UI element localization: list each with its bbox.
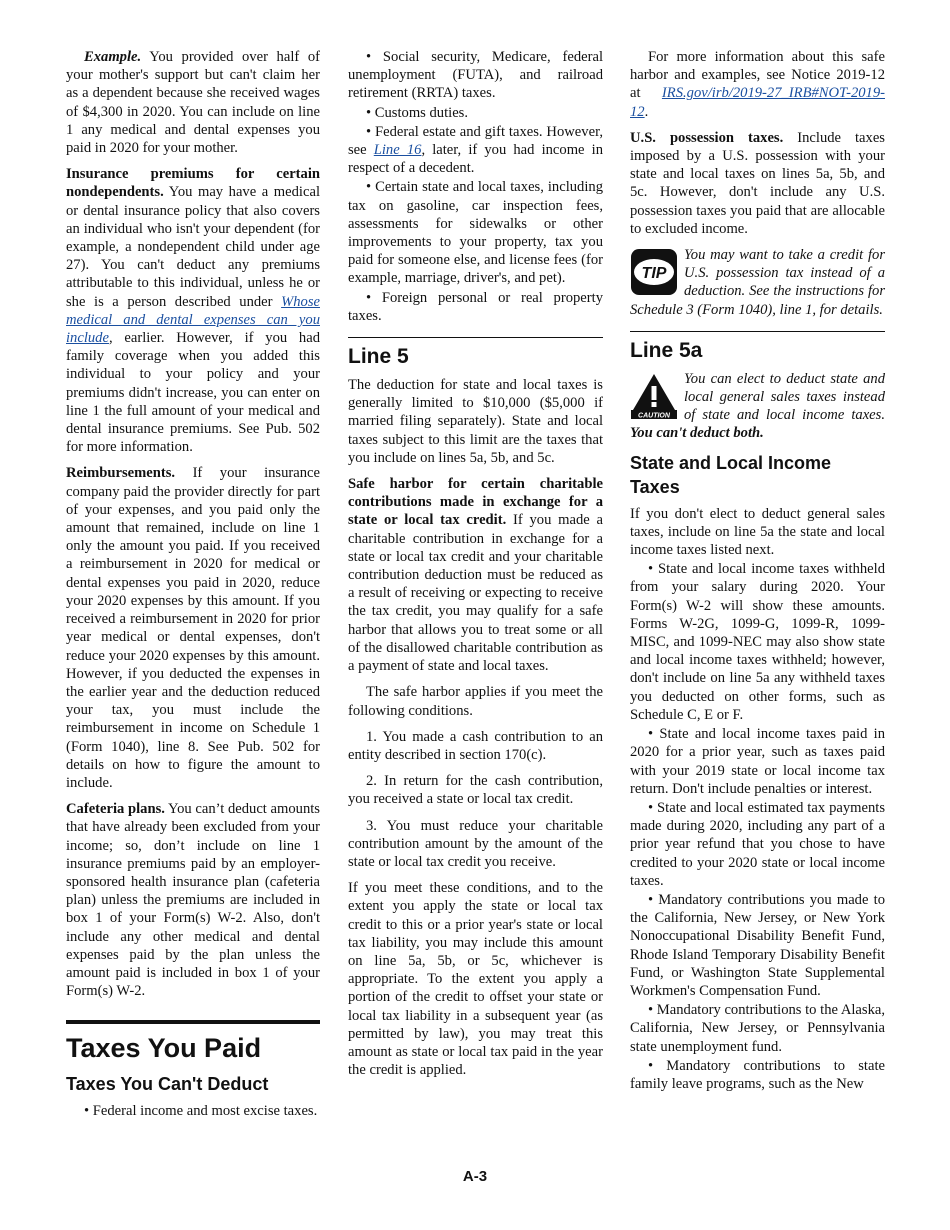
state-local-income-heading: State and Local Income Taxes (630, 452, 832, 497)
condition-3: 3. You must reduce your charitable contribution amount by the amount of the state or local tax credit you receive. (348, 817, 603, 870)
bullet-estate-text-a: • Federal estate and gift taxes. However, see (348, 123, 603, 159)
line-5a-heading: Line 5a (630, 338, 703, 362)
bullet-estate-gift (348, 123, 603, 178)
reimbursements-paragraph (66, 464, 320, 792)
line-16-link[interactable]: Line 16 (373, 142, 422, 159)
caution-icon-label: CAUTION (638, 412, 670, 420)
caution-callout (630, 370, 885, 443)
bullet-social-security: • Social security, Medicare, federal unemployment (FUTA), and railroad retirement (RRTA) taxes. (348, 49, 603, 102)
irs-notice-link[interactable]: IRS.gov/irb/2019-27_IRB#NOT-2019-12 (630, 85, 885, 120)
taxes-cant-deduct-heading: Taxes You Can't Deduct (66, 1074, 269, 1095)
example-text: You provided over half of your mother's support but can't claim her as a dependent because she received wages of $4,300 in 2020. You can include on line 1 any medical and dental expenses you paid in 2020 for your mother. (66, 49, 320, 157)
bullet-prior-year: • State and local income taxes paid in 2020 for a prior year, such as taxes paid with your 2019 state or local income tax return. Don't include penalties or interest. (630, 726, 885, 797)
insurance-text-2: , earlier. However, if you had family coverage when you added this individual to your policy and your premiums didn't increase, you can enter on line 1 the full amount of your medical and dental insurance premiums. See Pub. 502 for more information. (66, 330, 320, 456)
bullet-unemployment-fund: • Mandatory contributions to the Alaska, California, New Jersey, or Pennsylvania state unemployment fund. (630, 1002, 885, 1055)
condition-1: 1. You made a cash contribution to an entity described in section 170(c). (348, 728, 603, 763)
reimbursements-label: Reimbursements. (66, 465, 176, 482)
bullet-customs: • Customs duties. (366, 104, 469, 121)
more-info-text: For more information about this safe harbor and examples, see Notice 2019-12 at (630, 49, 885, 102)
safe-harbor-label: Safe harbor for certain charitable contributions made in exchange for a state or local tax credit. (348, 476, 603, 529)
sli-intro: If you don't elect to deduct general sales taxes, include on line 5a the state and local income taxes listed next. (630, 505, 885, 559)
tip-callout (630, 246, 885, 319)
bullet-withheld: • State and local income taxes withheld from your salary during 2020. Your Form(s) W-2 will show these amounts. Forms W-2G, 1099-G, 1099-R, 1099-MISC, and 1099-NEC may also show state and local income taxes withheld; however, don't include on line 5a any withheld taxes you deducted on other forms, such as Schedule C, E or F. (630, 561, 885, 723)
bullet-disability-fund: • Mandatory contributions you made to the California, New Jersey, or New York Nonoccupational Disability Benefit Fund, Rhode Island Temporary Disability Benefit Fund, or Washington State Supplemental Workmen's Compensation Fund. (630, 891, 885, 999)
reimbursements-text: If your insurance company paid the provider directly for part of your expenses, and you paid only the amount that remained, include on line 1 only the amount you paid. If you received a reimbursement in 2020 for medical or dental expenses you paid in 2020, reduce your 2020 expenses by this amount. If you received a reimbursement in 2020 for prior year medical or dental expenses, don't reduce your 2020 expenses by this amount. However, if you deducted the expenses in the earlier year and the deduction reduced your tax, you must include the reimbursement in income on Schedule 1 (Form 1040), line 8. See Pub. 502 for details on how to figure the amount to include. (66, 465, 320, 791)
insurance-text-1: You may have a medical or dental insurance policy that also covers an individual who isn't your dependent (for example, a nondependent child under age 27). You can't deduct any premiums attributable to this individual, unless he or she is a person described under (66, 184, 320, 310)
line5-paragraph: The deduction for state and local taxes is generally limited to $10,000 ($5,000 if married filing separately). State and local taxes subject to this limit are the taxes that you include on lines 5a, 5b, and 5c. (348, 377, 603, 466)
bullet-state-local: • Certain state and local taxes, including tax on gasoline, car inspection fees, assessments for sidewalks or other improvements to your property, tax you paid for someone else, and license fees (for example, marriage, driver's, and pet). (348, 179, 603, 287)
column-2 (348, 48, 603, 1087)
us-possession-text: Include taxes imposed by a U.S. possession with your state and local taxes on lines 5a, 5b, and 5c. However, don't include any U.S. possession taxes you paid that are allocable to excluded income. (630, 129, 885, 237)
insurance-paragraph (66, 165, 320, 456)
us-possession-paragraph (630, 129, 885, 238)
line-5-heading: Line 5 (348, 345, 409, 369)
more-info-end: . (644, 103, 649, 120)
caution-bold-text: You can't deduct both. (630, 425, 764, 442)
bullet-federal-income: • Federal income and most excise taxes. (84, 1103, 318, 1120)
whose-expenses-link[interactable]: Whose medical and dental expenses can you include (66, 293, 320, 347)
tip-text: You may want to take a credit for U.S. possession tax instead of a deduction. See the instructions for Schedule 3 (Form 1040), line 1, for details. (630, 247, 885, 318)
cafeteria-text: You can’t deduct amounts that have already been excluded from your income; so, don’t include on line 1 insurance premiums paid by an employer-sponsored health insurance plan (cafeteria plan) unless the premiums are included in box 1 of your Form(s) W-2. Also, don't include any other medical and dental expenses paid by the plan unless the amount paid is included in box 1 of your Form(s) W-2. (66, 801, 320, 1000)
page-number: A-3 (462, 1168, 488, 1185)
condition-2: 2. In return for the cash contribution, you received a state or local tax credit. (348, 773, 603, 808)
section-divider (66, 1020, 320, 1024)
bullet-estate-text-b: , later, if you had income in respect of a decedent. (348, 142, 603, 177)
safe-harbor-paragraph (348, 475, 603, 675)
safe-harbor-text: If you made a charitable contribution in exchange for a state or local tax credit and your charitable contribution deduction must be reduced as a result of receiving or expecting to receive the tax credit, you may qualify for a safe harbor that allows you to treat some or all of the disallowed charitable contribution as a payment of state and local taxes. (348, 512, 603, 675)
meet-conditions-paragraph: If you meet these conditions, and to the extent you apply the state or local tax credit to this or a prior year's state or local tax liability, you may include this amount on line 5a, 5b, or 5c, whichever is appropriate. To the extent you apply a portion of the credit to offset your state or local tax liability in a subsequent year (as permitted by law), you may treat this amount as state or local tax paid in the year the credit is applied. (348, 880, 603, 1079)
insurance-label: Insurance premiums for certain nondependents. (66, 166, 320, 201)
more-info-paragraph (630, 48, 885, 121)
taxes-you-paid-heading: Taxes You Paid (66, 1033, 262, 1064)
cafeteria-label: Cafeteria plans. (66, 801, 165, 818)
cafeteria-paragraph (66, 800, 320, 1000)
column-3 (630, 48, 885, 1094)
example-label: Example. (84, 49, 142, 65)
line5-divider (348, 337, 603, 338)
caution-text: You can elect to deduct state and local general sales taxes instead of state and local income taxes. (684, 370, 885, 424)
line5a-divider (630, 331, 885, 332)
us-possession-label: U.S. possession taxes. (630, 129, 784, 146)
example-paragraph (66, 48, 320, 157)
caution-icon (630, 372, 678, 420)
bullet-family-leave: • Mandatory contributions to state family leave programs, such as the New (630, 1057, 885, 1092)
safe-harbor-applies: The safe harbor applies if you meet the following conditions. (348, 684, 603, 719)
bullet-foreign: • Foreign personal or real property taxes. (348, 289, 603, 324)
tip-icon (630, 248, 678, 296)
column-1 (66, 48, 320, 1122)
bullet-estimated: • State and local estimated tax payments made during 2020, including any part of a prior year refund that you chose to have credited to your 2020 state or local income taxes. (630, 799, 885, 889)
tip-icon-label: TIP (641, 265, 667, 283)
